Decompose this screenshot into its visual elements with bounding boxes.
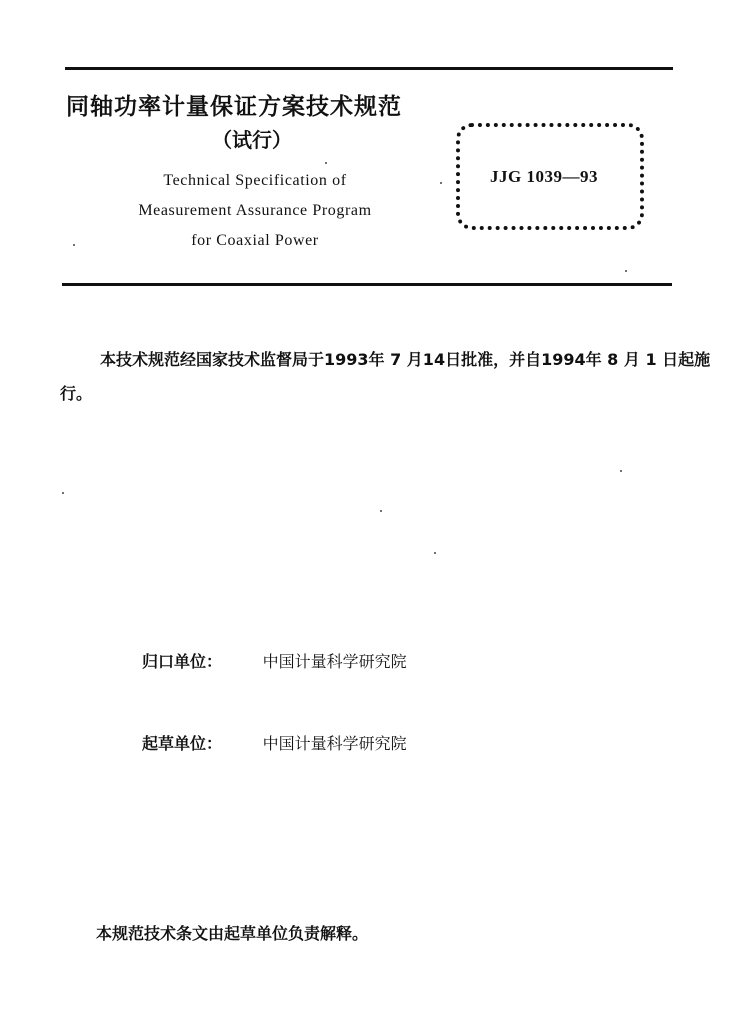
scan-speck xyxy=(440,182,442,184)
document-code: JJG 1039—93 xyxy=(490,167,598,186)
scan-speck xyxy=(62,492,64,494)
responsible-unit-label: 归口单位： xyxy=(142,652,223,671)
scan-speck xyxy=(380,510,382,512)
bottom-rule xyxy=(62,283,672,286)
scan-speck xyxy=(73,244,75,246)
drafting-unit-value: 中国计量科学研究院 xyxy=(262,734,407,753)
document-title-en-line-3: for Coaxial Power xyxy=(191,232,319,249)
responsible-unit-value: 中国计量科学研究院 xyxy=(262,652,407,671)
drafting-unit-row xyxy=(142,731,407,754)
top-rule xyxy=(65,67,673,70)
interpretation-note: 本规范技术条文由起草单位负责解释。 xyxy=(96,924,369,943)
scan-speck xyxy=(625,270,627,272)
document-title-en-line-1: Technical Specification of xyxy=(163,172,347,189)
scan-speck xyxy=(620,470,622,472)
document-code-box xyxy=(456,123,644,230)
document-subtitle-zh: （试行） xyxy=(212,128,292,152)
scan-speck xyxy=(325,162,327,164)
document-title-zh: 同轴功率计量保证方案技术规范 xyxy=(66,94,402,120)
document-title-en-line-2: Measurement Assurance Program xyxy=(138,202,372,219)
approval-paragraph: 本技术规范经国家技术监督局于1993年 7 月14日批准，并自1994年 8 月 1 日起施行。 xyxy=(60,350,711,403)
responsible-unit-row xyxy=(142,649,407,672)
drafting-unit-label: 起草单位： xyxy=(142,734,223,753)
scan-speck xyxy=(434,552,436,554)
